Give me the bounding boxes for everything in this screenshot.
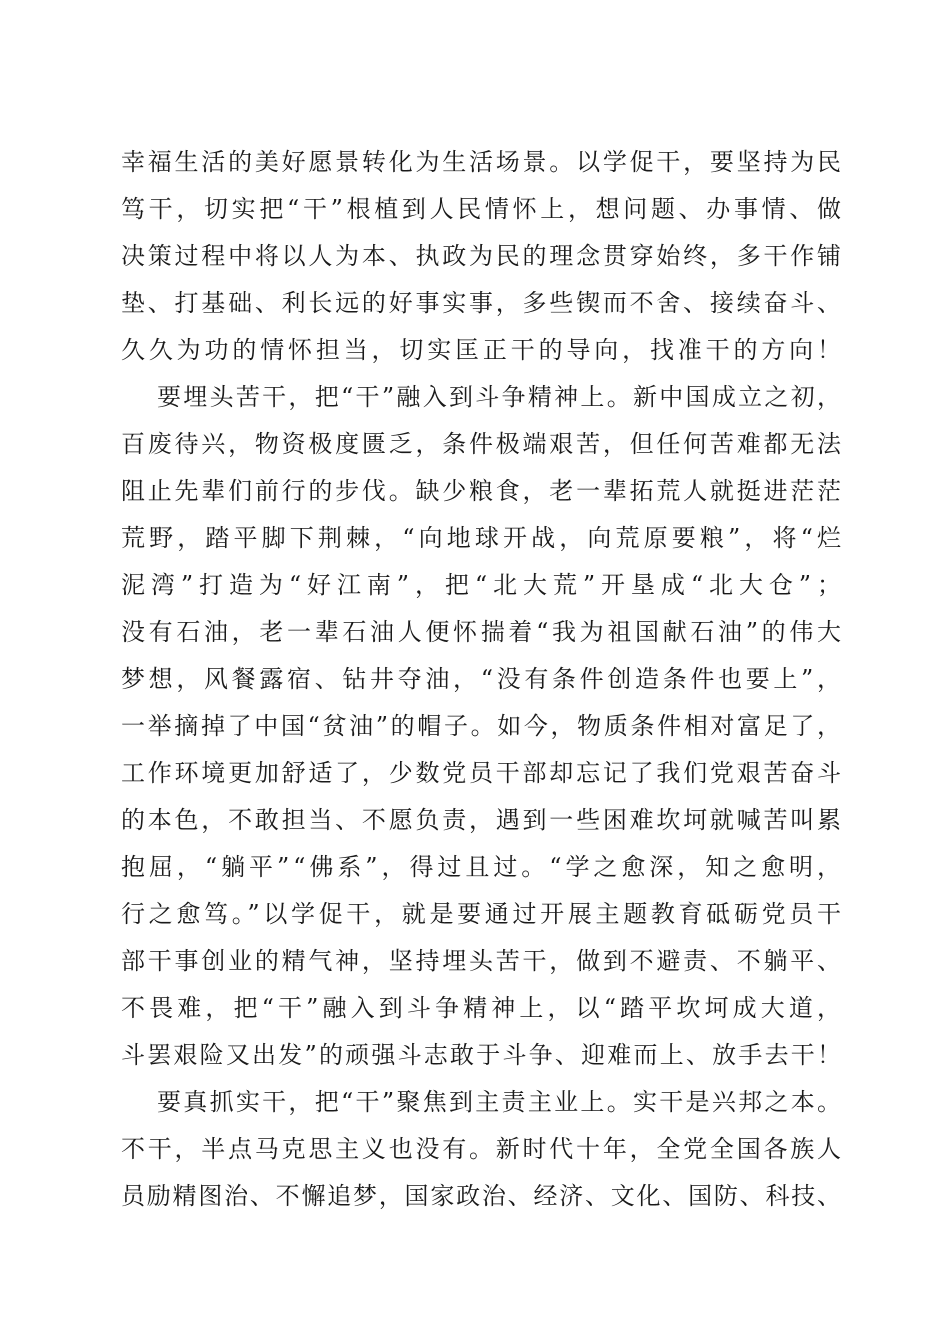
paragraph-1-line-3: 决策过程中将以人为本、执政为民的理念贯穿始终，多干作铺 — [121, 242, 844, 270]
paragraph-2-line-7: 梦想，风餐露宿、钻井夺油，“没有条件创造条件也要上”， — [121, 665, 845, 693]
paragraph-2-line-11: 抱屈，“躺平”“佛系”，得过且过。“学之愈深，知之愈明， — [121, 853, 845, 881]
paragraph-2-line-8: 一举摘掉了中国“贫油”的帽子。如今，物质条件相对富足了， — [121, 712, 844, 740]
paragraph-2-line-15: 斗罢艰险又出发”的顽强斗志敢于斗争、迎难而上、放手去干！ — [121, 1041, 844, 1069]
paragraph-3-line-3: 员励精图治、不懈追梦，国家政治、经济、文化、国防、科技、 — [121, 1182, 843, 1210]
paragraph-2-line-10: 的本色，不敢担当、不愿负责，遇到一些困难坎坷就喊苦叫累 — [121, 806, 844, 834]
paragraph-2-line-1: 要埋头苦干，把“干”融入到斗争精神上。新中国成立之初， — [157, 383, 844, 411]
paragraph-1-line-5: 久久为功的情怀担当，切实匡正干的导向，找准干的方向！ — [121, 336, 845, 364]
paragraph-2-line-6: 没有石油，老一辈石油人便怀揣着“我为祖国献石油”的伟大 — [121, 618, 845, 646]
paragraph-2-line-14: 不畏难，把“干”融入到斗争精神上，以“踏平坎坷成大道， — [121, 994, 846, 1022]
paragraph-1-line-2: 笃干，切实把“干”根植到人民情怀上，想问题、办事情、做 — [121, 195, 845, 223]
paragraph-1-line-1: 幸福生活的美好愿景转化为生活场景。以学促干，要坚持为民 — [121, 148, 844, 176]
paragraph-2-line-3: 阻止先辈们前行的步伐。缺少粮食，老一辈拓荒人就挺进茫茫 — [121, 477, 844, 505]
paragraph-2-line-5: 泥湾”打造为“好江南”，把“北大荒”开垦成“北大仓”； — [121, 571, 847, 599]
paragraph-2-line-4: 荒野，踏平脚下荆棘，“向地球开战，向荒原要粮”，将“烂 — [121, 524, 846, 552]
paragraph-3-line-2: 不干，半点马克思主义也没有。新时代十年，全党全国各族人 — [121, 1135, 844, 1163]
paragraph-2-line-9: 工作环境更加舒适了，少数党员干部却忘记了我们党艰苦奋斗 — [121, 759, 844, 787]
paragraph-2-line-12: 行之愈笃。”以学促干，就是要通过开展主题教育砥砺党员干 — [121, 900, 845, 928]
paragraph-2-line-13: 部干事创业的精气神，坚持埋头苦干，做到不避责、不躺平、 — [121, 947, 844, 975]
paragraph-3-line-1: 要真抓实干，把“干”聚焦到主责主业上。实干是兴邦之本。 — [157, 1088, 844, 1116]
paragraph-1-line-4: 垫、打基础、利长远的好事实事，多些锲而不舍、接续奋斗、 — [121, 289, 844, 317]
paragraph-2-line-2: 百废待兴，物资极度匮乏，条件极端艰苦，但任何苦难都无法 — [121, 430, 844, 458]
